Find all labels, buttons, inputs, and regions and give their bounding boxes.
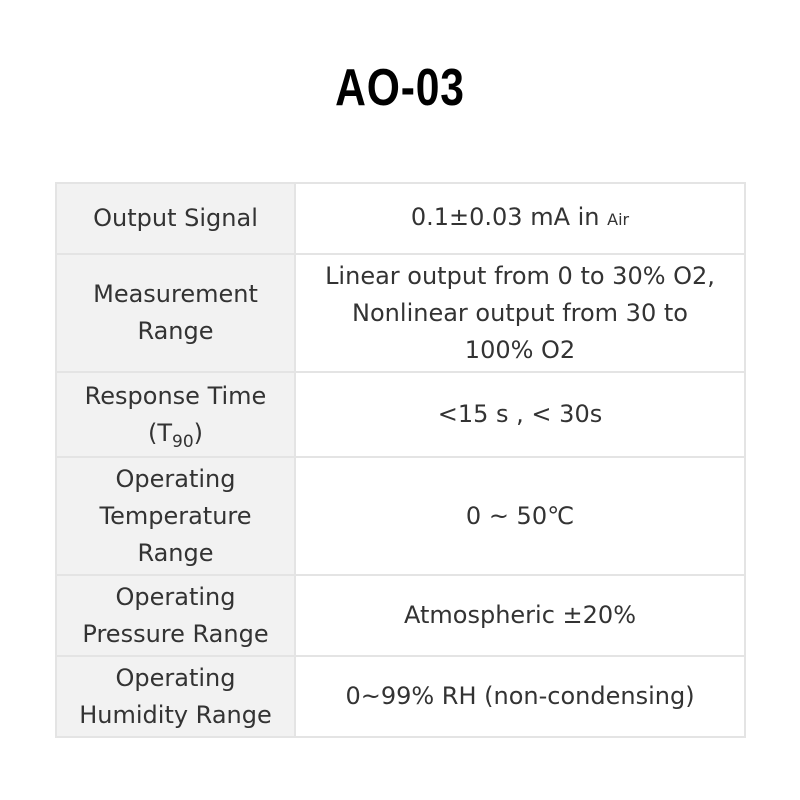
table-row	[56, 457, 745, 575]
row-label	[56, 656, 295, 737]
row-label	[56, 575, 295, 656]
page-title: AO-03	[335, 59, 465, 117]
row-value	[295, 183, 745, 254]
label-line: Temperature	[99, 501, 252, 530]
value-suffix: Air	[607, 210, 630, 229]
label-main: Response Time	[84, 381, 267, 410]
row-label: Output Signal	[56, 183, 295, 254]
value-text: 0.1±0.03 mA in	[410, 203, 600, 231]
label-line: Range	[137, 538, 214, 567]
value-line: Linear output from 0 to 30% O2,	[325, 261, 715, 290]
table-row	[56, 254, 745, 372]
table-row	[56, 372, 745, 457]
label-line: Operating	[115, 464, 236, 493]
label-line: Humidity Range	[79, 700, 272, 729]
table-row	[56, 183, 745, 254]
row-value: <15 s , < 30s	[295, 372, 745, 457]
row-value: 0~99% RH (non-condensing)	[295, 656, 745, 737]
label-line: Range	[137, 317, 214, 345]
row-value: 0 ~ 50℃	[295, 457, 745, 575]
label-line: Measurement	[93, 280, 258, 308]
label-line: Pressure Range	[82, 619, 269, 648]
row-value	[295, 254, 745, 372]
row-label	[56, 457, 295, 575]
row-label	[56, 372, 295, 457]
spec-table	[55, 182, 746, 738]
label-sub-post: )	[193, 418, 204, 447]
row-label	[56, 254, 295, 372]
row-value: Atmospheric ±20%	[295, 575, 745, 656]
value-line: Nonlinear output from 30 to	[352, 298, 688, 327]
value-line: 100% O2	[464, 335, 576, 364]
table-row	[56, 656, 745, 737]
label-subscript: 90	[172, 431, 194, 452]
label-line: Operating	[115, 582, 236, 611]
label-sub-pre: (T	[147, 418, 172, 447]
label-line: Operating	[115, 663, 236, 692]
table-row	[56, 575, 745, 656]
